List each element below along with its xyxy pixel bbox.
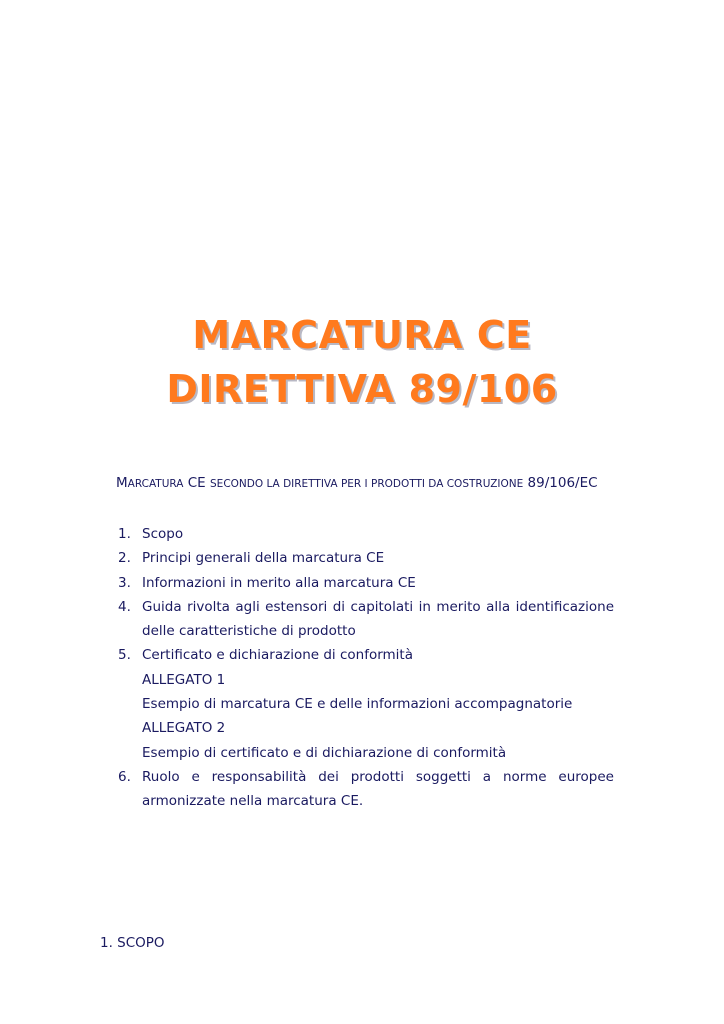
toc-item-number: 3. bbox=[118, 574, 131, 591]
toc-item-label: Informazioni in merito alla marcatura CE bbox=[142, 574, 416, 591]
toc-item-number: 6. bbox=[118, 768, 131, 785]
toc-item-number: 4. bbox=[118, 598, 131, 615]
toc-item-label: Ruolo e responsabilità dei prodotti soggetti a norme europee armonizzate nella marcatura CE. bbox=[142, 768, 614, 810]
toc-annex-1-description: Esempio di marcatura CE e delle informazioni accompagnatorie bbox=[142, 696, 573, 713]
toc-annex-2-title: ALLEGATO 2 bbox=[142, 720, 226, 737]
toc-item-principi bbox=[118, 546, 614, 570]
toc-item-guida bbox=[118, 595, 614, 644]
title-line-2: DIRETTIVA 89/106 bbox=[166, 367, 558, 411]
subtitle-directive-number: 89/106/EC bbox=[523, 475, 598, 491]
toc-item-certificato bbox=[118, 643, 614, 764]
table-of-contents bbox=[118, 522, 614, 814]
toc-item-number: 5. bbox=[118, 647, 131, 664]
section-heading-scopo: 1. SCOPO bbox=[100, 935, 165, 951]
subtitle-smallcaps-2: SECONDO LA DIRETTIVA PER I PRODOTTI DA COSTRUZIONE bbox=[210, 478, 524, 490]
toc-annex-2-description: Esempio di certificato e di dichiarazione di conformità bbox=[142, 744, 507, 761]
toc-item-number: 2. bbox=[118, 550, 131, 567]
document-subtitle bbox=[116, 475, 598, 491]
document-title bbox=[0, 308, 724, 416]
toc-item-informazioni bbox=[118, 571, 614, 595]
subtitle-smallcaps-1: ARCATURA bbox=[127, 478, 184, 490]
toc-item-label: Certificato e dichiarazione di conformità bbox=[142, 647, 414, 664]
subtitle-ce: CE bbox=[183, 475, 211, 491]
toc-item-label: Guida rivolta agli estensori di capitolati in merito alla identificazione delle caratteristiche di prodotto bbox=[142, 598, 614, 640]
subtitle-initial: M bbox=[116, 475, 128, 491]
toc-item-number: 1. bbox=[118, 526, 131, 542]
toc-item-label: Scopo bbox=[142, 526, 184, 542]
toc-item-scopo bbox=[118, 522, 614, 546]
toc-annex-1-title: ALLEGATO 1 bbox=[142, 671, 226, 688]
title-line-1: MARCATURA CE bbox=[192, 313, 532, 357]
toc-item-label: Principi generali della marcatura CE bbox=[142, 550, 385, 567]
toc-item-ruolo bbox=[118, 765, 614, 814]
